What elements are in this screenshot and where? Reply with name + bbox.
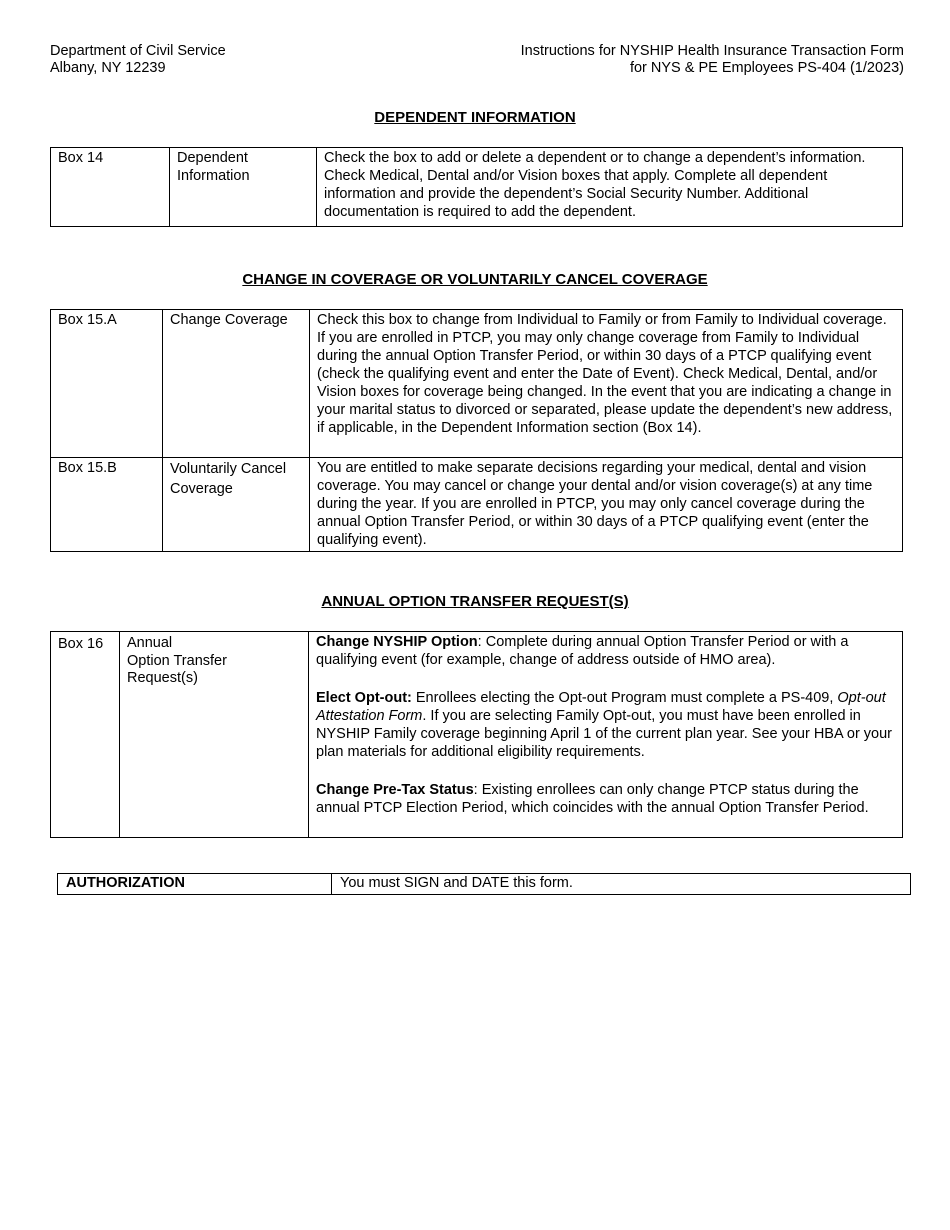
change-pretax-paragraph [316,781,895,817]
table-row [51,632,903,838]
label-line-1: Annual [127,635,173,651]
department-address: Albany, NY 12239 [50,60,166,76]
elect-opt-out-text-b: . If you are selecting Family Opt-out, you must have been enrolled in NYSHIP Family coverage beginning April 1 of the current plan year. See your HBA or your plan materials for additional eligibility requirements. [316,708,893,760]
box-description: You are entitled to make separate decisions regarding your medical, dental and vision coverage. You may cancel or change your dental and/or vision coverage(s) at any time during the year. If you are enrolled in PTCP, you may only cancel coverage during the annual Option Transfer Period, or within 30 days of a PTCP qualifying event (enter the qualifying event). [310,458,903,552]
authorization-label: AUTHORIZATION [58,874,332,895]
authorization-text: You must SIGN and DATE this form. [332,874,911,895]
table-row [51,458,903,552]
change-nyship-option-heading: Change NYSHIP Option [316,634,478,650]
box-number: Box 15.B [51,458,163,552]
box-description: Check the box to add or delete a dependent or to change a dependent’s information. Check Medical, Dental and/or Vision boxes that apply. Complete all dependent information and provide the dependent’s Social Security Number. Additional documentation is required to add the dependent. [317,148,903,227]
option-transfer-table [50,631,903,838]
box-number: Box 16 [51,632,120,838]
change-pretax-text: : Existing enrollees can only change PTCP status during the annual PTCP Election Period, which coincides with the annual Option Transfer Period. [316,782,869,816]
box-label: Change Coverage [163,310,310,458]
elect-opt-out-text-a: Enrollees electing the Opt-out Program must complete a PS-409, [411,690,838,706]
elect-opt-out-heading: Elect Opt-out: [316,690,412,706]
opt-out-form-name: Opt-out Attestation Form [316,690,886,724]
table-row [51,148,903,227]
form-title: Instructions for NYSHIP Health Insurance Transaction Form [520,43,904,59]
form-number: for NYS & PE Employees PS-404 (1/2023) [629,60,904,76]
dependent-table [50,147,903,227]
box-description [309,632,903,838]
box-number: Box 14 [51,148,170,227]
option-transfer-section-title: ANNUAL OPTION TRANSFER REQUEST(S) [321,593,629,610]
change-pretax-heading: Change Pre-Tax Status [316,782,474,798]
box-label [120,632,309,838]
dependent-section-title: DEPENDENT INFORMATION [374,109,576,126]
authorization-table [57,873,911,895]
change-coverage-table [50,309,903,552]
header-right [521,43,904,77]
box-number: Box 15.A [51,310,163,458]
department-name: Department of Civil Service [50,43,226,59]
box-description: Check this box to change from Individual to Family or from Family to Individual coverage. If you are enrolled in PTCP, you may only change coverage from Family to Individual during the annual Option Transfer Period, or within 30 days of a PTCP qualifying event (check the qualifying event and enter the Date of Event). Check Medical, Dental, and/or Vision boxes for coverage being changed. In the event that you are indicating a change in your marital status to divorced or separated, please update the dependent’s new address, if applicable, in the Dependent Information section (Box 14). [310,310,903,458]
elect-opt-out-paragraph [316,689,895,761]
box-label: Voluntarily Cancel Coverage [163,458,310,552]
table-row [58,874,911,895]
change-nyship-option-text: : Complete during annual Option Transfer Period or with a qualifying event (for example, change of address outside of HMO area). [316,634,849,668]
header-left [50,43,226,77]
label-line-2: Option Transfer Request(s) [127,653,227,686]
change-coverage-section-title: CHANGE IN COVERAGE OR VOLUNTARILY CANCEL COVERAGE [242,271,708,288]
box-label: Dependent Information [170,148,317,227]
change-nyship-option-paragraph [316,633,895,669]
table-row [51,310,903,458]
